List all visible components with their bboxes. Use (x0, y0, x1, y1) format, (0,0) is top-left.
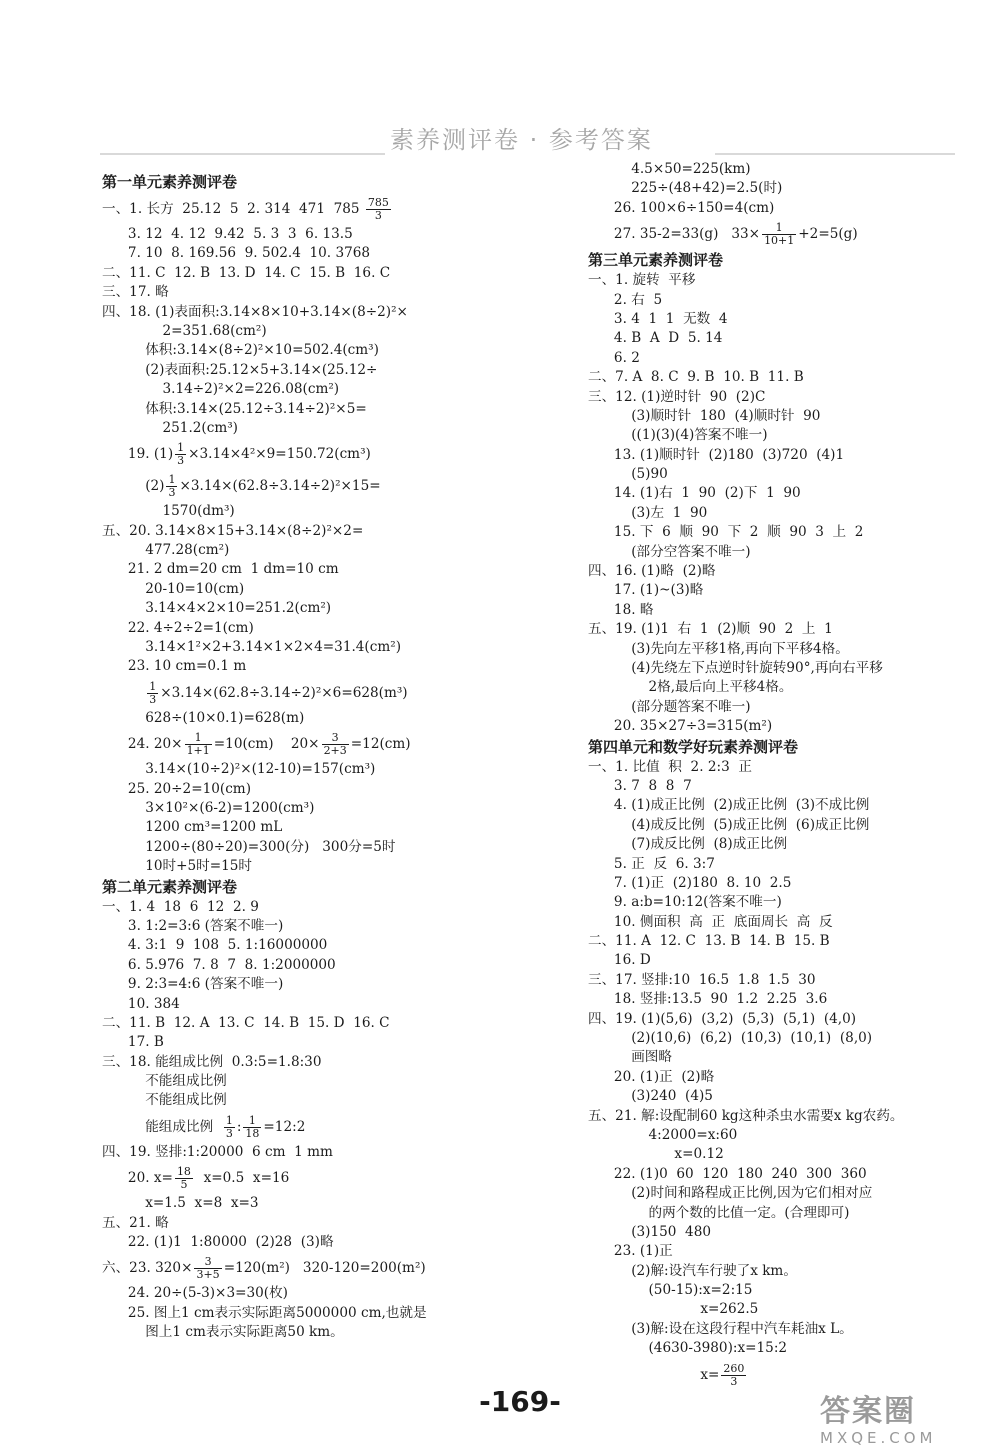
answers-column-right (588, 160, 984, 1391)
answer-text: (50-15):x=2:15 (588, 1282, 753, 1299)
answer-line (102, 838, 498, 857)
answer-text: 24. 20× (102, 736, 183, 753)
answer-line (102, 225, 498, 244)
answer-line (102, 917, 498, 936)
fraction (366, 197, 391, 222)
answer-line (102, 619, 498, 638)
answer-text: 9. a:b=10:12(答案不唯一) (588, 894, 782, 911)
answer-text: 五、21. 略 (102, 1214, 169, 1231)
answer-text: 477.28(cm²) (102, 542, 230, 559)
answer-line (588, 388, 984, 407)
answer-line (102, 322, 498, 341)
answer-text: 3. 12 4. 12 9.42 5. 3 3 6. 13.5 (102, 226, 353, 242)
answer-line (588, 971, 984, 990)
answer-line (588, 1029, 984, 1048)
fraction-numerator: 1 (243, 1115, 261, 1128)
answer-text: 1570(dm³) (102, 503, 235, 520)
answer-line (588, 562, 984, 581)
answer-line (102, 1072, 498, 1091)
fraction-denominator: 3 (168, 486, 176, 500)
answer-line (588, 446, 984, 465)
answer-line (588, 426, 984, 445)
answer-text: 能组成比例 (102, 1118, 222, 1135)
answer-text: 20. x= (102, 1170, 173, 1187)
answer-line (102, 1304, 498, 1323)
answer-line (588, 368, 984, 387)
fraction-numerator: 3 (322, 732, 349, 745)
answer-line (102, 599, 498, 618)
answer-text: 一、1. 4 18 6 12 2. 9 (102, 898, 259, 915)
answer-text: 五、21. 解:设配制60 kg这种杀虫水需要x kg农药。 (588, 1107, 904, 1124)
answer-text: 3.14÷2)²×2=226.08(cm²) (102, 381, 340, 398)
answer-text: ×3.14×(62.8÷3.14÷2)²×15= (179, 478, 381, 495)
answer-text: 不能组成比例 (102, 1073, 227, 1090)
answer-line (588, 199, 984, 218)
answer-text: 第四单元和数学好玩素养测评卷 (588, 737, 799, 756)
fraction (175, 1166, 193, 1191)
answer-line (102, 1252, 498, 1284)
fraction-numerator: 18 (176, 1165, 191, 1179)
answer-text: 14. (1)右 1 90 (2)下 1 90 (588, 485, 801, 502)
answer-text: 五、20. 3.14×8×15+3.14×(8÷2)²×2= (102, 522, 364, 539)
answer-text: 一、1. 比值 积 2. 2:3 正 (588, 758, 752, 775)
answer-text: 10. 侧面积 高 正 底面周长 高 反 (588, 913, 833, 930)
fraction (175, 442, 186, 467)
answer-text: 四、19. 竖排:1:20000 6 cm 1 mm (102, 1143, 333, 1160)
answer-text: 18. 竖排:13.5 90 1.2 2.25 3.6 (588, 991, 828, 1008)
answer-line (588, 1107, 984, 1126)
answer-text: 22. 4÷2÷2=1(cm) (102, 619, 254, 636)
answer-line (588, 932, 984, 951)
answer-line (102, 1162, 498, 1194)
answer-text: (3)150 480 (588, 1223, 712, 1240)
answer-text: 17. B (102, 1034, 164, 1051)
fraction-numerator: 1 (185, 732, 212, 745)
answer-text: 2=351.68(cm²) (102, 322, 267, 339)
answer-text: 3. 1:2=3:6 (答案不唯一) (102, 917, 284, 934)
answer-text: (4)成反比例 (5)成正比例 (6)成正比例 (588, 816, 870, 833)
fraction-denominator: 3 (730, 1374, 738, 1388)
answer-text: 7. 10 8. 169.56 9. 502.4 10. 3768 (102, 245, 371, 262)
answer-line (102, 541, 498, 560)
answer-text: 225÷(48+42)=2.5(时) (588, 180, 783, 197)
answer-text: 三、17. 略 (102, 284, 169, 301)
answer-line (102, 580, 498, 599)
answer-text: (3)240 (4)5 (588, 1088, 713, 1105)
answer-text: 20-10=10(cm) (102, 580, 245, 597)
watermark-logo (820, 1395, 990, 1450)
answer-line (102, 709, 498, 728)
answer-line (102, 303, 498, 322)
answer-line (588, 1165, 984, 1184)
answer-text: 18. 略 (588, 601, 654, 618)
answer-text: 第二单元素养测评卷 (102, 877, 238, 896)
answer-line (102, 1091, 498, 1110)
answer-text: (部分题答案不唯一) (588, 698, 751, 715)
answer-line (102, 1284, 498, 1303)
answer-text: ((1)(3)(4)答案不唯一) (588, 427, 768, 444)
answer-text: 4. 3:1 9 108 5. 1:16000000 (102, 937, 328, 954)
answer-text: 2. 右 5 (588, 291, 663, 308)
answer-line (102, 956, 498, 975)
answer-text: 16. D (588, 952, 651, 969)
page-header-title: 素养测评卷 · 参考答案 (390, 126, 653, 154)
answer-line (102, 638, 498, 657)
answer-text: 图上1 cm表示实际距离50 km。 (102, 1324, 344, 1341)
answer-line (588, 601, 984, 620)
answer-text: =120(m²) 320-120=200(m²) (223, 1260, 426, 1277)
answer-line (102, 193, 498, 225)
fraction (185, 732, 212, 757)
answer-text: 三、18. 能组成比例 0.3:5=1.8:30 (102, 1053, 322, 1070)
answer-text: 10. 384 (102, 995, 180, 1012)
answer-text: 的两个数的比值一定。(合理即可) (588, 1204, 850, 1221)
answer-text: ×3.14×(62.8÷3.14÷2)²×6=628(m³) (160, 684, 408, 701)
answer-line (588, 310, 984, 329)
answer-text: 5. 正 反 6. 3:7 (588, 855, 715, 872)
answer-line (102, 1143, 498, 1162)
answer-line (102, 400, 498, 419)
answer-text: 第三单元素养测评卷 (588, 251, 724, 270)
answer-text: 二、11. C 12. B 13. D 14. C 15. B 16. C (102, 264, 391, 281)
answer-line (588, 523, 984, 542)
answer-line (588, 179, 984, 198)
fraction-denominator: 5 (180, 1178, 188, 1192)
fraction-denominator: 3 (374, 209, 382, 222)
answer-line (102, 818, 498, 837)
answer-text: 三、12. (1)逆时针 90 (2)C (588, 388, 766, 405)
answer-line (588, 717, 984, 736)
answer-text: 一、1. 旋转 平移 (588, 272, 696, 289)
answer-line (588, 951, 984, 970)
fraction-denominator: 3 (149, 692, 157, 706)
fraction-numerator: 3 (194, 1256, 221, 1269)
answer-line (102, 1233, 498, 1252)
fraction (194, 1256, 221, 1281)
answer-line (588, 1242, 984, 1261)
answer-line (102, 936, 498, 955)
watermark-text: 答案圈 (820, 1394, 916, 1429)
answer-text: (5)90 (588, 466, 668, 483)
answer-text: (3)左 1 90 (588, 504, 708, 521)
answer-line (102, 1014, 498, 1033)
answer-text: 五、19. (1)1 右 1 (2)顺 90 2 上 1 (588, 621, 833, 638)
answer-text: 21. 2 dm=20 cm 1 dm=10 cm (102, 561, 339, 578)
answer-text: 6. 2 (588, 349, 640, 366)
answer-line (102, 780, 498, 799)
answer-line (588, 291, 984, 310)
answer-line (588, 329, 984, 348)
answer-line (102, 419, 498, 438)
fraction-numerator: 1 (225, 1113, 233, 1127)
answer-text: 三、17. 竖排:10 16.5 1.8 1.5 30 (588, 971, 816, 988)
answer-line (102, 728, 498, 760)
answer-line (102, 522, 498, 541)
answer-text: 3.14×(10÷2)²×(12-10)=157(cm³) (102, 761, 376, 778)
answer-text: 9. 2:3=4:6 (答案不唯一) (102, 976, 284, 993)
answer-line (102, 341, 498, 360)
answer-text: +2=5(g) (798, 226, 858, 243)
answer-line (102, 1111, 498, 1143)
answer-line (588, 816, 984, 835)
answer-line (588, 1184, 984, 1203)
fraction (147, 681, 158, 706)
answer-text: 二、7. A 8. C 9. B 10. B 11. B (588, 369, 804, 386)
answer-line (588, 407, 984, 426)
fraction-numerator: 1 (168, 473, 176, 487)
answer-text: 22. (1)0 60 120 180 240 300 360 (588, 1165, 867, 1182)
answer-text: 20. 35×27÷3=315(m²) (588, 718, 773, 735)
answer-text: 4. B A D 5. 14 (588, 330, 723, 347)
answer-line (588, 504, 984, 523)
answer-line (588, 1359, 984, 1391)
answer-text: 251.2(cm³) (102, 419, 238, 436)
answer-text: 27. 35-2=33(g) 33× (588, 226, 761, 243)
answer-line (588, 855, 984, 874)
answer-text: 六、23. 320× (102, 1260, 193, 1277)
header-rule-right (715, 153, 955, 155)
answer-text: ×3.14×4²×9=150.72(cm³) (188, 446, 371, 463)
answer-text: 3.14×4×2×10=251.2(cm²) (102, 600, 332, 617)
answer-line (102, 470, 498, 502)
answer-line (102, 502, 498, 521)
answer-line (102, 244, 498, 263)
answer-text: (4630-3980):x=15:2 (588, 1340, 788, 1357)
answer-text: (3)顺时针 180 (4)顺时针 90 (588, 407, 821, 424)
header-rule-left (100, 153, 385, 155)
answer-text: 1200÷(80÷20)=300(分) 300分=5时 (102, 838, 396, 855)
answer-line (102, 361, 498, 380)
answer-text: (2)时间和路程成正比例,因为它们相对应 (588, 1185, 873, 1202)
answer-line (588, 1300, 984, 1319)
answer-text: (7)成反比例 (8)成正比例 (588, 836, 788, 853)
answer-text: 4. (1)成正比例 (2)成正比例 (3)不成比例 (588, 797, 870, 814)
fraction-numerator: 785 (367, 196, 389, 209)
fraction-numerator: 1 (762, 222, 796, 235)
answer-line (102, 760, 498, 779)
answer-text: 不能组成比例 (102, 1092, 227, 1109)
answer-text: 画图略 (588, 1049, 672, 1066)
answer-line (102, 1053, 498, 1072)
fraction-denominator: 3+5 (196, 1268, 220, 1282)
answer-line (588, 620, 984, 639)
fraction (166, 474, 177, 499)
answer-line (588, 349, 984, 368)
section-heading (588, 250, 984, 271)
fraction-numerator: 260 (723, 1361, 745, 1375)
fraction-denominator: 18 (245, 1126, 260, 1140)
answer-text: x= (588, 1366, 720, 1383)
fraction (721, 1363, 746, 1388)
answer-text: (2)表面积:25.12×5+3.14×(25.12÷ (102, 361, 378, 378)
fraction (762, 222, 796, 247)
answer-text: 四、18. (1)表面积:3.14×8×10+3.14×(8÷2)²× (102, 303, 408, 320)
answer-line (588, 835, 984, 854)
answer-line (588, 543, 984, 562)
answer-line (588, 913, 984, 932)
answer-line (102, 380, 498, 399)
answer-text: 628÷(10×0.1)=628(m) (102, 709, 305, 726)
answer-text: 3×10²×(6-2)=1200(cm³) (102, 799, 315, 816)
answer-line (102, 898, 498, 917)
answer-line (588, 698, 984, 717)
answer-text: 3.14×1²×2+3.14×1×2×4=31.4(cm²) (102, 639, 401, 656)
answer-line (588, 777, 984, 796)
answer-text: 23. 10 cm=0.1 m (102, 658, 247, 675)
answer-line (102, 857, 498, 876)
page-number: -169- (479, 1385, 561, 1418)
answer-text: 四、16. (1)略 (2)略 (588, 563, 716, 580)
answer-line (102, 657, 498, 676)
answer-text (102, 685, 145, 701)
fraction-denominator: 3 (225, 1126, 233, 1140)
answer-line (588, 160, 984, 179)
answer-line (588, 796, 984, 815)
answer-text: 25. 20÷2=10(cm) (102, 780, 252, 797)
answer-text: 2格,最后向上平移4格。 (588, 679, 793, 696)
answer-text: (2)(10,6) (6,2) (10,3) (10,1) (8,0) (588, 1030, 873, 1047)
answer-text: 24. 20÷(5-3)×3=30(枚) (102, 1285, 288, 1302)
fraction (224, 1115, 235, 1140)
answer-line (588, 1068, 984, 1087)
answer-text: x=0.12 (588, 1146, 724, 1163)
answer-text: 第一单元素养测评卷 (102, 173, 238, 191)
answer-text: 3. 4 1 1 无数 4 (588, 310, 728, 327)
fraction-denominator: 3 (177, 454, 185, 468)
answer-line (588, 893, 984, 912)
answer-text: (部分空答案不唯一) (588, 543, 751, 560)
fraction-denominator: 1+1 (186, 744, 210, 758)
answer-text: 4:2000=x:60 (588, 1126, 738, 1143)
fraction (243, 1115, 261, 1140)
answer-text: 二、11. A 12. C 13. B 14. B 15. B (588, 933, 830, 950)
answer-line (588, 1339, 984, 1358)
answer-text: (2) (102, 478, 165, 495)
answer-line (102, 995, 498, 1014)
answer-text: 10时+5时=15时 (102, 858, 253, 875)
answer-line (102, 283, 498, 302)
answer-text: 一、1. 长方 25.12 5 2. 314 471 785 (102, 201, 364, 217)
answer-text: (4)先绕左下点逆时针旋转90°,再向右平移 (588, 659, 883, 676)
answer-text: 7. (1)正 (2)180 8. 10 2.5 (588, 874, 792, 891)
answer-line (588, 1204, 984, 1223)
answer-text: =10(cm) 20× (213, 736, 320, 753)
answer-line (588, 874, 984, 893)
answer-line (588, 1145, 984, 1164)
answer-text: 6. 5.976 7. 8 7 8. 1:2000000 (102, 956, 336, 973)
answer-text: 四、19. (1)(5,6) (3,2) (5,3) (5,1) (4,0) (588, 1010, 857, 1027)
answer-text: 25. 图上1 cm表示实际距离5000000 cm,也就是 (102, 1304, 427, 1321)
answer-text: : (236, 1118, 242, 1135)
answer-line (588, 218, 984, 250)
watermark-url: MXQE.COM (820, 1429, 937, 1447)
answer-text: x=262.5 (588, 1301, 759, 1318)
answer-line (102, 560, 498, 579)
answer-line (588, 758, 984, 777)
answer-text: 20. (1)正 (2)略 (588, 1068, 715, 1085)
answer-line (588, 484, 984, 503)
answer-line (588, 678, 984, 697)
answer-line (102, 1194, 498, 1213)
answer-text: 15. 下 6 顺 90 下 2 顺 90 3 上 2 (588, 524, 864, 541)
answer-line (588, 1223, 984, 1242)
answer-text: 17. (1)~(3)略 (588, 582, 704, 599)
answer-line (102, 1323, 498, 1342)
answer-text: 体积:3.14×(25.12÷3.14÷2)²×5= (102, 400, 367, 417)
answer-text: (3)解:设在这段行程中汽车耗油x L。 (588, 1320, 853, 1337)
answer-line (102, 264, 498, 283)
answer-text: 19. (1) (102, 446, 174, 463)
answer-text: 23. (1)正 (588, 1243, 673, 1260)
answer-text: 4.5×50=225(km) (588, 161, 751, 177)
answer-line (588, 271, 984, 290)
answer-line (588, 1010, 984, 1029)
answer-text: x=1.5 x=8 x=3 (102, 1195, 259, 1212)
answer-text: 13. (1)顺时针 (2)180 (3)720 (4)1 (588, 446, 845, 463)
answer-text: x=0.5 x=16 (194, 1170, 290, 1187)
answer-text: 26. 100×6÷150=4(cm) (588, 199, 775, 216)
section-heading (102, 877, 498, 898)
section-heading (588, 737, 984, 758)
answer-text: 体积:3.14×(8÷2)²×10=502.4(cm³) (102, 342, 379, 359)
answer-line (588, 1262, 984, 1281)
fraction (322, 732, 349, 757)
answer-text: =12:2 (263, 1118, 306, 1135)
answer-line (588, 581, 984, 600)
answer-line (588, 640, 984, 659)
answer-line (588, 990, 984, 1009)
fraction-denominator: 10+1 (764, 234, 795, 248)
answer-line (588, 1048, 984, 1067)
answer-line (102, 799, 498, 818)
answer-line (102, 1214, 498, 1233)
answer-line (588, 1281, 984, 1300)
answer-text: 1200 cm³=1200 mL (102, 819, 283, 836)
answer-line (102, 1033, 498, 1052)
answers-column-left (102, 172, 498, 1343)
answer-line (102, 677, 498, 709)
answer-text: 二、11. B 12. A 13. C 14. B 15. D 16. C (102, 1014, 390, 1031)
answer-line (588, 465, 984, 484)
answer-line (588, 1320, 984, 1339)
answer-text: (3)先向左平移1格,再向下平移4格。 (588, 640, 849, 657)
answer-text: =12(cm) (350, 736, 411, 753)
answer-line (588, 1087, 984, 1106)
answer-line (588, 659, 984, 678)
fraction-numerator: 1 (149, 679, 157, 693)
answer-line (102, 438, 498, 470)
answer-text: (2)解:设汽车行驶了x km。 (588, 1262, 797, 1279)
fraction-denominator: 2+3 (323, 744, 347, 758)
answer-line (588, 1126, 984, 1145)
answer-text: 3. 7 8 8 7 (588, 777, 692, 794)
answer-line (102, 975, 498, 994)
section-heading (102, 172, 498, 193)
answer-text: 22. (1)1 1:80000 (2)28 (3)略 (102, 1234, 334, 1251)
fraction-numerator: 1 (177, 441, 185, 455)
